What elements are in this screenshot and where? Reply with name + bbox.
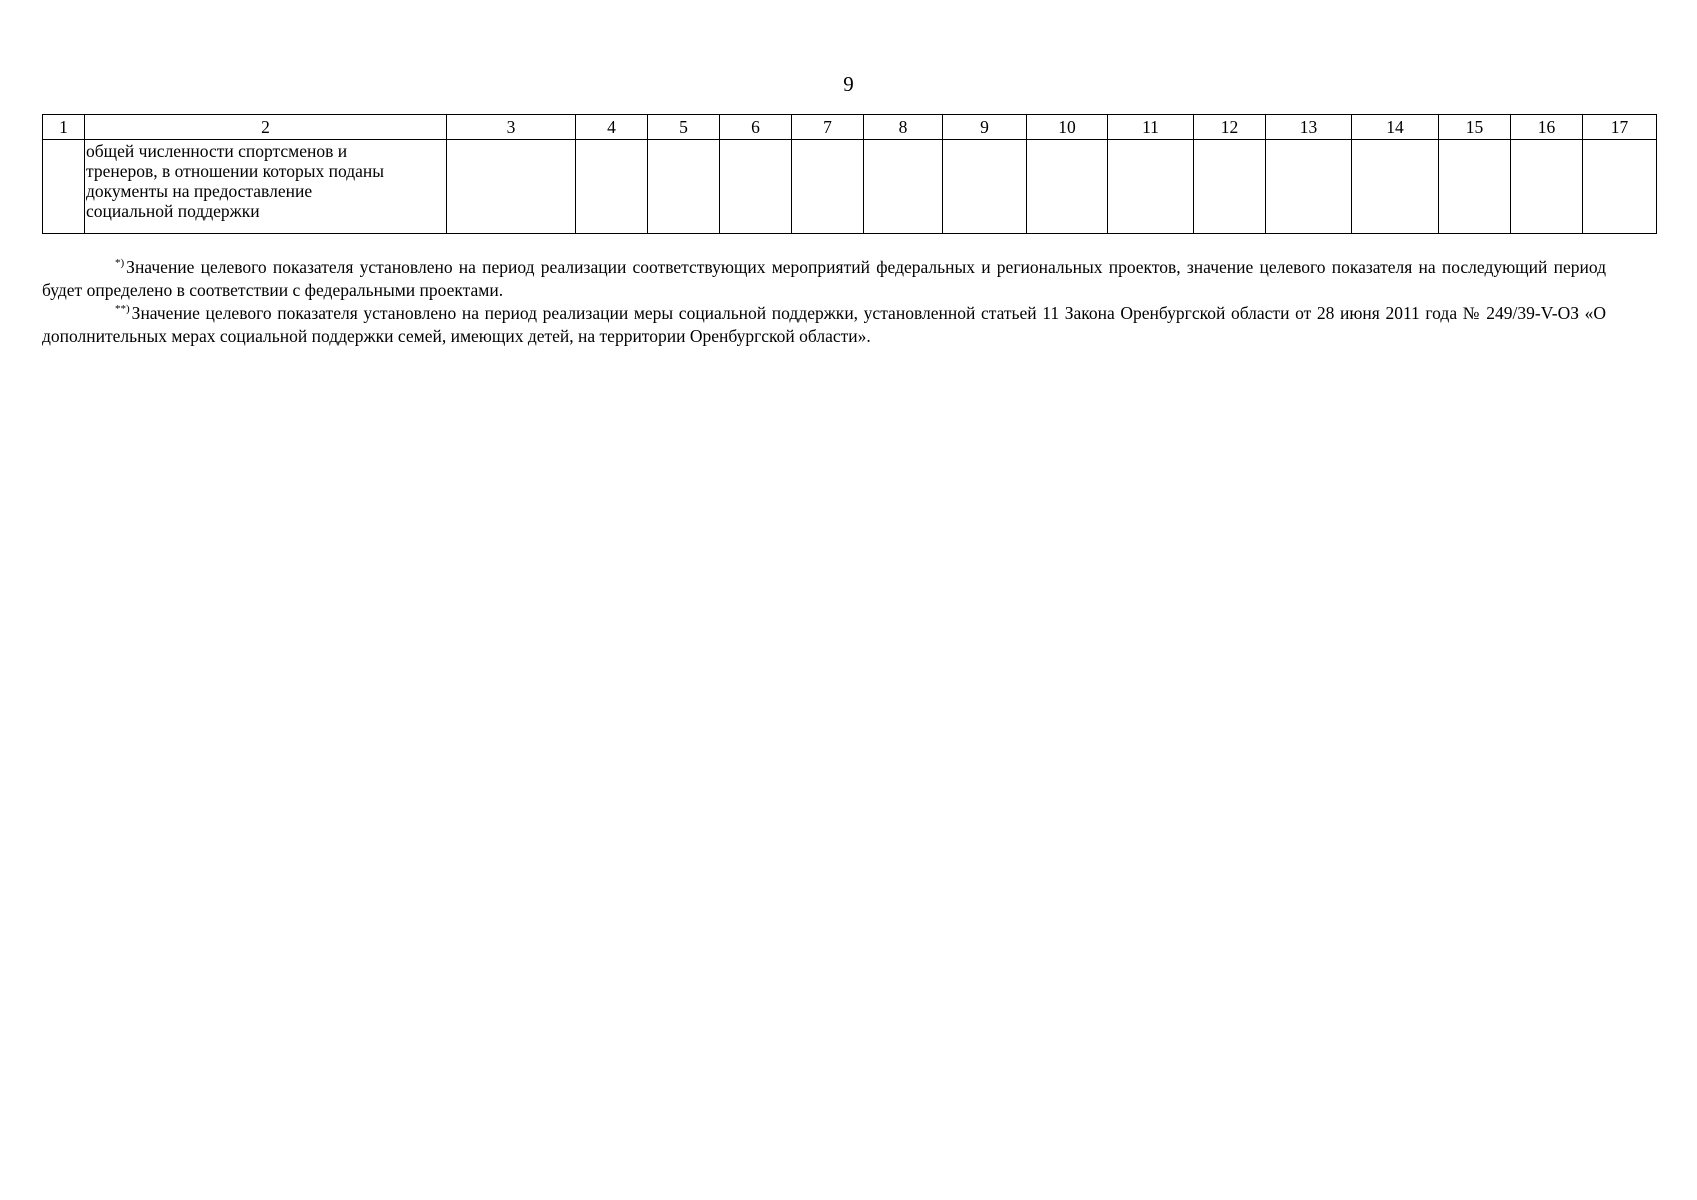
column-number-10: 10 (1027, 115, 1108, 140)
column-number-8: 8 (864, 115, 943, 140)
footnote-1 (42, 256, 1606, 302)
indicator-name-cell (85, 140, 447, 234)
table-row (43, 140, 1657, 234)
column-number-11: 11 (1108, 115, 1194, 140)
column-number-14: 14 (1352, 115, 1439, 140)
column-number-3: 3 (447, 115, 576, 140)
column-number-2: 2 (85, 115, 447, 140)
table-header-row (43, 115, 1657, 140)
empty-cell (1194, 140, 1266, 234)
footnotes (42, 256, 1606, 348)
column-number-5: 5 (648, 115, 720, 140)
empty-cell (1583, 140, 1657, 234)
footnote-text: Значение целевого показателя установлено на период реализации меры социальной поддержки, установленной статьей 11 Закона Оренбургской области от 28 июня 2011 года № 249/39-V-ОЗ «О дополнительных мерах социальной поддержки семей, имеющих детей, на территории Оренбургской области». (42, 303, 1606, 346)
empty-cell (1108, 140, 1194, 234)
column-number-4: 4 (576, 115, 648, 140)
footnote-2 (42, 302, 1606, 348)
footnote-text: Значение целевого показателя установлено на период реализации соответствующих мероприятий федеральных и региональных проектов, значение целевого показателя на последующий период будет определено в соответствии с федеральными проектами. (42, 257, 1606, 300)
column-number-6: 6 (720, 115, 792, 140)
indicator-line: социальной поддержки (86, 201, 260, 221)
column-number-9: 9 (943, 115, 1027, 140)
footnote-marker: **) (115, 303, 130, 315)
empty-cell (1027, 140, 1108, 234)
row-number-cell (43, 140, 85, 234)
column-number-7: 7 (792, 115, 864, 140)
empty-cell (1266, 140, 1352, 234)
page-number: 9 (843, 72, 854, 96)
empty-cell (648, 140, 720, 234)
empty-cell (576, 140, 648, 234)
column-number-13: 13 (1266, 115, 1352, 140)
empty-cell (1352, 140, 1439, 234)
empty-cell (720, 140, 792, 234)
empty-cell (447, 140, 576, 234)
empty-cell (1511, 140, 1583, 234)
empty-cell (792, 140, 864, 234)
footnote-marker: *) (115, 257, 125, 269)
indicator-line: тренеров, в отношении которых поданы (86, 161, 384, 181)
empty-cell (864, 140, 943, 234)
indicators-table (42, 114, 1657, 234)
empty-cell (1439, 140, 1511, 234)
column-number-17: 17 (1583, 115, 1657, 140)
column-number-12: 12 (1194, 115, 1266, 140)
column-number-15: 15 (1439, 115, 1511, 140)
column-number-1: 1 (43, 115, 85, 140)
indicator-line: документы на предоставление (86, 181, 313, 201)
column-number-16: 16 (1511, 115, 1583, 140)
empty-cell (943, 140, 1027, 234)
indicator-line: общей численности спортсменов и (86, 141, 348, 161)
